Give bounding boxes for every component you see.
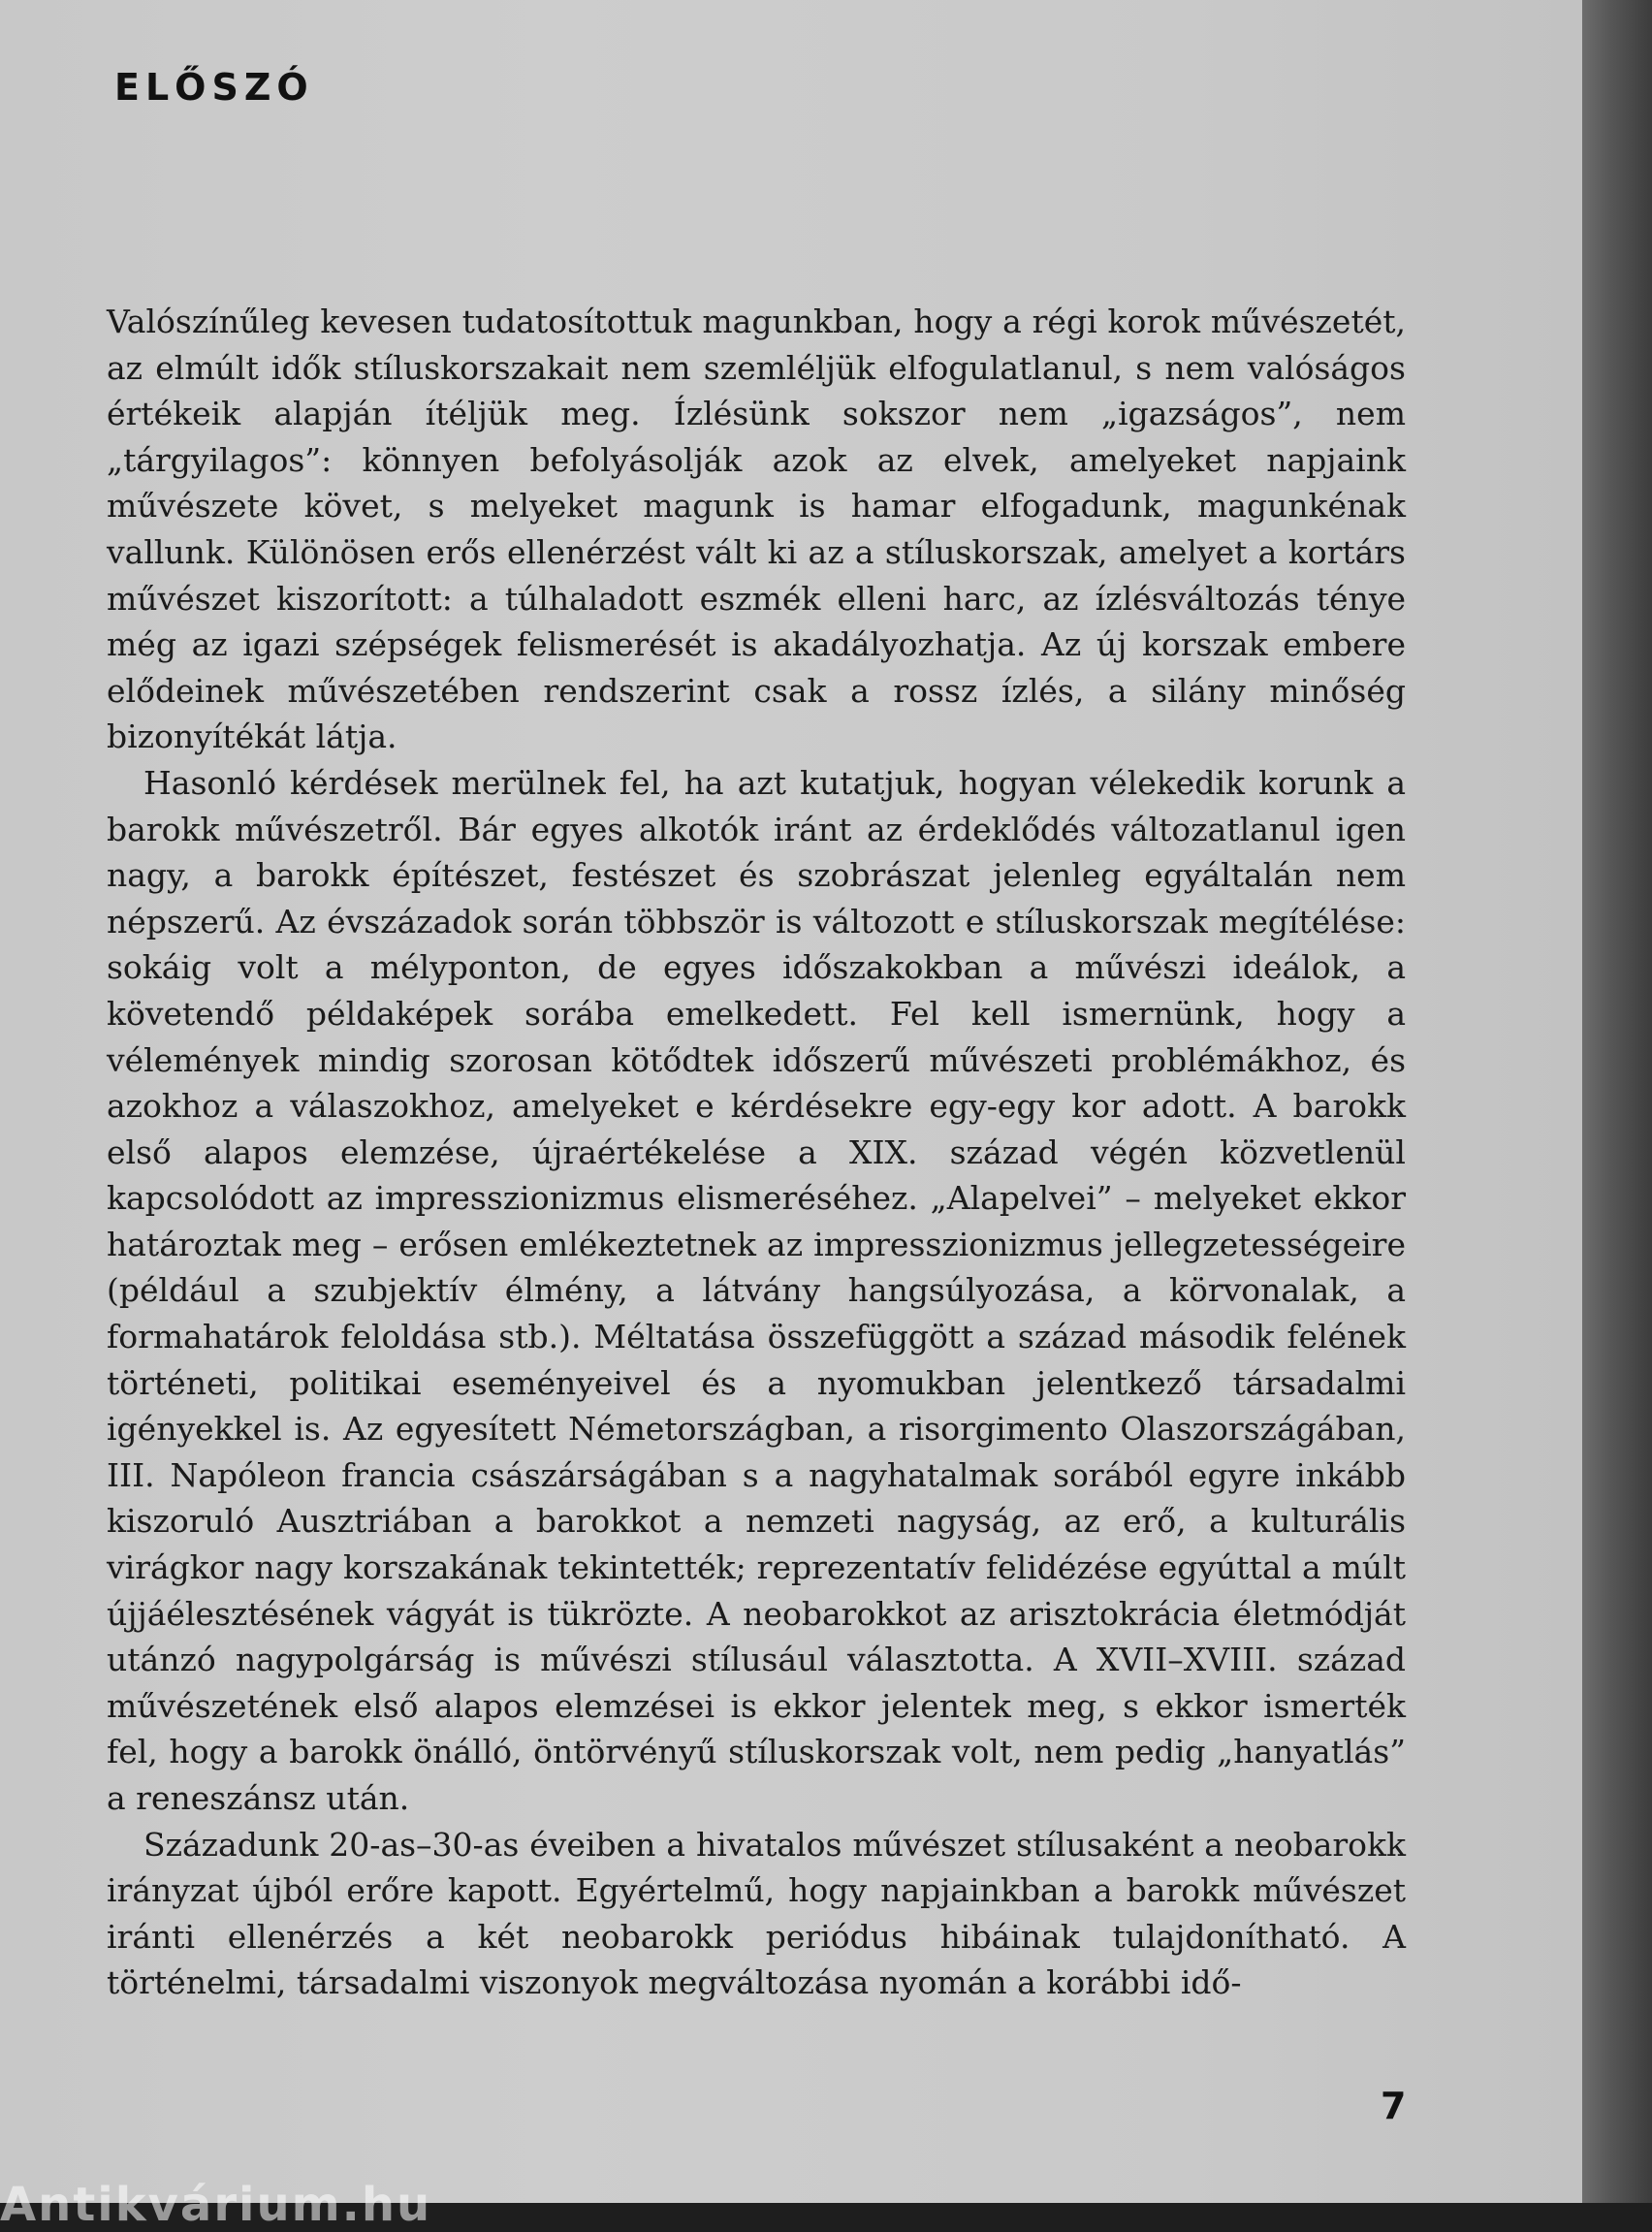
chapter-heading: ELŐSZÓ — [114, 66, 314, 109]
page-number: 7 — [1381, 2085, 1407, 2127]
paragraph-3: Századunk 20-as–30-as éveiben a hivatalos művészet stílusaként a neobarokk irányzat újból erőre kapott. Egyértelmű, hogy napjainkban a barokk művészet iránti ellenérzés a két neobarokk periódus hibáinak tulajdonítható. A történelmi, társadalmi viszonyok megváltozása nyomán a korábbi idő- — [107, 1825, 1406, 2002]
book-spine-edge — [1582, 0, 1652, 2203]
paragraph-1: Valószínűleg kevesen tudatosítottuk magunkban, hogy a régi korok művészetét, az elmúlt idők stíluskorszakait nem szemléljük elfogulatlanul, s nem valóságos értékeik alapján ítéljük meg. Ízlésünk sokszor nem „igazságos”, nem „tárgyilagos”: könnyen befolyásolják azok az elvek, amelyeket napjaink művészete követ, s melyeket magunk is hamar elfogadunk, magunkénak vallunk. Különösen erős ellenérzést vált ki az a stíluskorszak, amelyet a kortárs művészet kiszorított: a túlhaladott eszmék elleni harc, az ízlésváltozás ténye még az igazi szépségek felismerését is akadályozhatja. Az új korszak embere elődeinek művészetében rendszerint csak a rossz ízlés, a silány minőség bizonyítékát látja. — [107, 303, 1406, 756]
watermark: Antikvárium.hu — [0, 2178, 432, 2232]
body-text — [107, 299, 1406, 2006]
paragraph-2: Hasonló kérdések merülnek fel, ha azt kutatjuk, hogyan vélekedik korunk a barokk művészetről. Bár egyes alkotók iránt az érdeklődés változatlanul igen nagy, a barokk építészet, festészet és szobrászat jelenleg egyáltalán nem népszerű. Az évszázadok során többször is változott e stíluskorszak megítélése: sokáig volt a mélyponton, de egyes időszakokban a művészi ideálok, a követendő példaképek sorába emelkedett. Fel kell ismernünk, hogy a vélemények mindig szorosan kötődtek időszerű művészeti problémákhoz, és azokhoz a válaszokhoz, amelyeket e kérdésekre egy-egy kor adott. A barokk első alapos elemzése, újraértékelése a XIX. század végén közvetlenül kapcsolódott az impresszionizmus elismeréséhez. „Alapelvei” – melyeket ekkor határoztak meg – erősen emlékeztetnek az impresszionizmus jellegzetességeire (például a szubjektív élmény, a látvány hangsúlyozása, a körvonalak, a formahatárok feloldása stb.). Méltatása összefüggött a század második felének történeti, politikai eseményeivel és a nyomukban jelentkező társadalmi igényekkel is. Az egyesített Németországban, a risorgimento Olaszországában, III. Napóleon francia császárságában s a nagyhatalmak sorából egyre inkább kiszoruló Ausztriában a barokkot a nemzeti nagyság, az erő, a kulturális virágkor nagy korszakának tekintették; reprezentatív felidézése egyúttal a múlt újjáélesztésének vágyát is tükrözte. A neobarokkot az arisztokrácia életmódját utánzó nagypolgárság is művészi stílusául választotta. A XVII–XVIII. század művészetének első alapos elemzései is ekkor jelentek meg, s ekkor ismerték fel, hogy a barokk önálló, öntörvényű stíluskorszak volt, nem pedig „hanyatlás” a reneszánsz után. — [107, 763, 1406, 1817]
